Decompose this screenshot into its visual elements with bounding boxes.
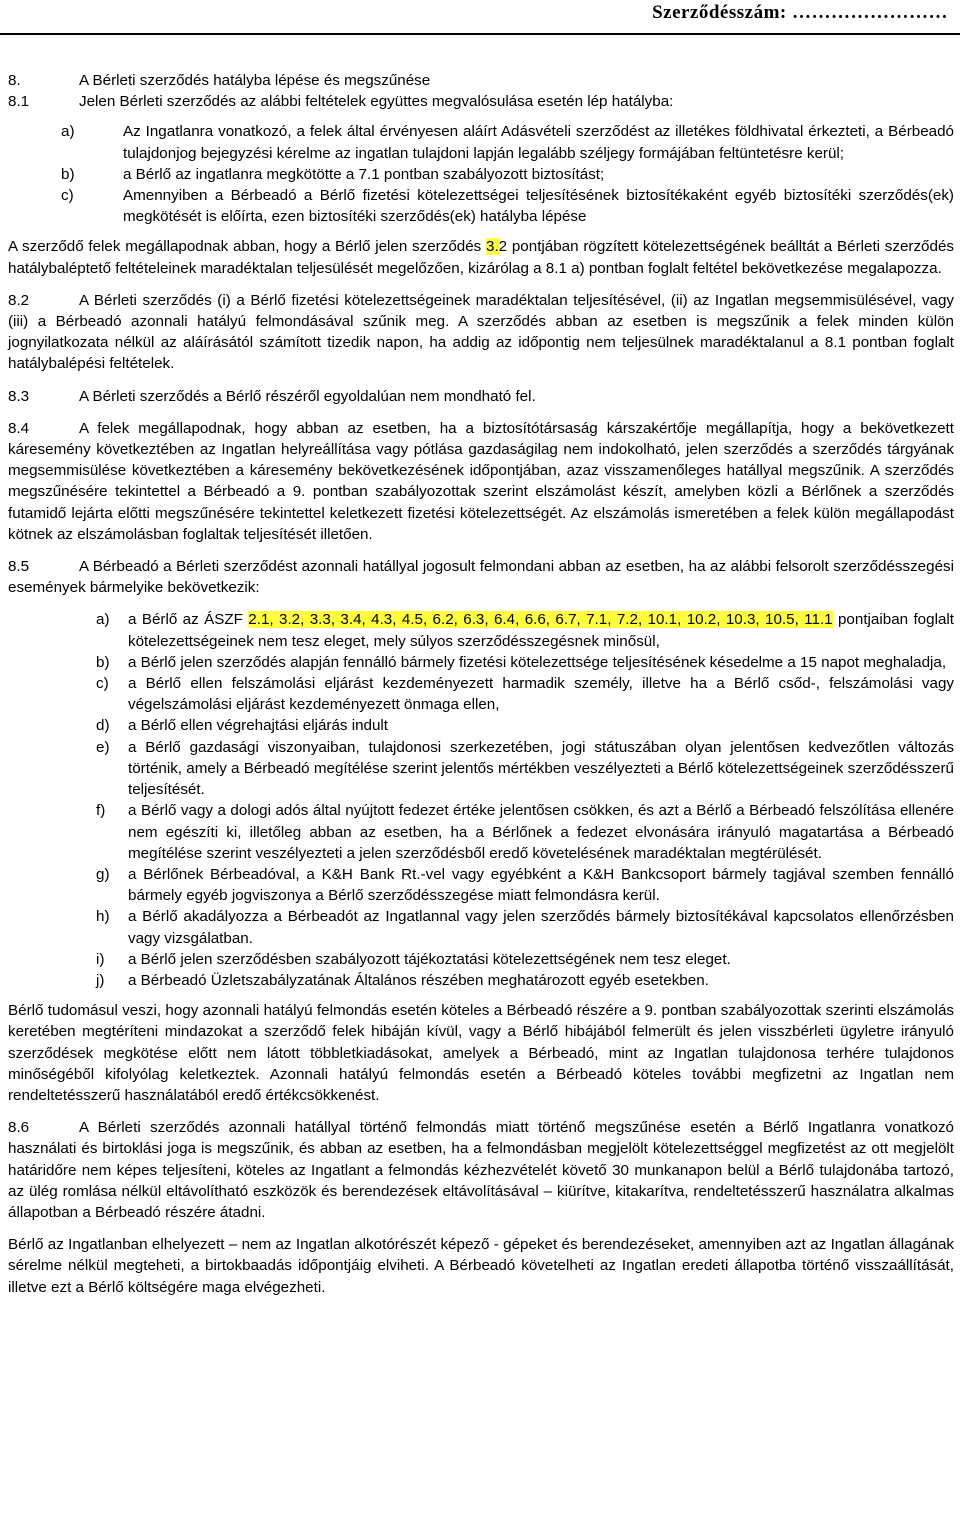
paragraph: A szerződő felek megállapodnak abban, hogy a Bérlő jelen szerződés 3.2 pontjában rögzített kötelezettségének beálltát a Bérleti szerződés hatálybaléptető feltételeinek maradéktalan teljesülését megelőzően, kizárólag a 8.1 a) pontban foglalt feltétel bekövetkezése megalapozza. <box>8 238 954 277</box>
list-item <box>61 185 954 227</box>
list-item <box>61 164 954 185</box>
breach-list <box>96 609 954 991</box>
section-number: 8.1 <box>8 93 30 111</box>
paragraph: Bérlő tudomásul veszi, hogy azonnali hatályú felmondás esetén köteles a Bérbeadó részére a 9. pontban szabályozottak szerinti elszámolás keretében megtéríteni mindazokat a szerződő felek hibáján kívül, vagy a Bérlő hibájából felmerült és jelen visszbérleti ügyletre irányuló szerződések megkötése előtt nem látott többletkiadásokat, amelyek a Bérbeadó, mint az Ingatlan tulajdonosa terhére tulajdonos minőségéből kifolyólag keletkeztek. Azonnali hatályú felmondás esetén a Bérbeadó köteles további megfizetni az Ingatlan nem rendeltetésszerű használatából eredő értékcsökkenést. <box>8 1002 954 1104</box>
list-text: Az Ingatlanra vonatkozó, a felek által érvényesen aláírt Adásvételi szerződést az illetékes földhivatal érkezteti, a Bérbeadó tulajdonjog bejegyzési kérelme az ingatlan tulajdoni lapján legalább széljegy formájában feltüntetésre kerül; <box>123 123 954 162</box>
list-text: a Bérlő az ÁSZF 2.1, 3.2, 3.3, 3.4, 4.3, 4.5, 6.2, 6.3, 6.4, 6.6, 6.7, 7.1, 7.2, 10.1, 10.2, 10.3, 10.5, 11.1 pontjaiban foglalt kötelezettségeinek nem tesz eleget, mely súlyos szerződésszegésnek minősül, <box>128 611 954 650</box>
condition-list <box>61 121 954 227</box>
list-item <box>61 121 954 163</box>
section-8-1 <box>8 91 954 112</box>
section-8-6: 8.6 A Bérleti szerződés azonnali hatállyal történő felmondás miatt történő megszűnése esetén a Bérlő Ingatlanra vonatkozó használati és birtoklási joga is megszűnik, és abban az esetben, ha a felmondásban megjelölt kötelezettséggel megfizetést az ott megjelölt határidőre nem képes teljesíteni, köteles az Ingatlant a felmondás kézhezvételét követő 30 munkanapon belül a Bérlő tulajdonába tartozó, az ülég romlása nélkül eltávolítható eszközök és berendezések eltávolításával – kiürítve, kitakarítva, rendeltetésszerű használatra alkalmas állapotban a Bérbeadó részére átadni. <box>8 1119 954 1221</box>
list-label: a) <box>96 611 110 629</box>
list-label: b) <box>61 165 75 183</box>
section-number: 8. <box>8 72 21 89</box>
section-8-2: 8.2 A Bérleti szerződés (i) a Bérlő fizetési kötelezettségeinek maradéktalan teljesítésével, (ii) az Ingatlan megsemmisülésével, vagy (iii) a Bérbeadó azonnali hatályú felmondásával szűnik meg. A szerződés abban az esetben is megszűnik a felek minden külön jognyilatkozata nélkül az aláírásától számított tizedik napon, ha addig az időpontig nem teljesülnek maradéktalanul a 8.1 pontban foglalt hatálybalépési feltételek. <box>8 291 954 373</box>
section-title: A Bérleti szerződés hatályba lépése és megszűnése <box>79 72 431 89</box>
list-item: h) a Bérlő akadályozza a Bérbeadót az Ingatlannal vagy jelen szerződés bármely biztosítékával kapcsolatos ellenőrzésben vagy vizsgálatban. <box>96 908 954 947</box>
contract-number-header: Szerződésszám: …………………… <box>652 2 948 23</box>
list-text: Amennyiben a Bérbeadó a Bérlő fizetési kötelezettségei teljesítésének biztosítékaként egyéb biztosítéki szerződés(ek) megkötését is előírta, ezen biztosítéki szerződés(ek) hatályba lépése <box>123 187 954 226</box>
list-text: a Bérlő az ingatlanra megkötötte a 7.1 pontban szabályozott biztosítást; <box>123 165 605 183</box>
highlighted-reference: 2.1, 3.2, 3.3, 3.4, 4.3, 4.5, 6.2, 6.3, 6.4, 6.6, 6.7, 7.1, 7.2, 10.1, 10.2, 10.3, 10.5, 11.1 <box>248 611 833 629</box>
list-item <box>96 609 954 651</box>
list-item: j) a Bérbeadó Üzletszabályzatának Általános részében meghatározott egyéb esetekben. <box>96 971 709 989</box>
section-8-heading <box>8 70 954 91</box>
highlighted-reference: 3. <box>486 238 499 256</box>
list-item: g) a Bérlőnek Bérbeadóval, a K&H Bank Rt.-vel vagy egyébként a K&H Bankcsoport bármely tagjával szemben fennálló bármely egyéb jogviszonya a Bérlő szerződésszegése miatt felmondásra kerül. <box>96 865 954 905</box>
list-item: c) a Bérlő ellen felszámolási eljárást kezdeményezett harmadik személy, illetve ha a Bérlő csőd-, felszámolási vagy végelszámolási eljárást kezdeményezett önmaga ellen, <box>96 675 954 714</box>
section-8-4: 8.4 A felek megállapodnak, hogy abban az esetben, ha a biztosítótársaság kárszakértője megállapítja, hogy a bekövetkezett káresemény következtében az Ingatlan helyreállítása vagy pótlása gazdaságilag nem indokolható, jelen szerződés a szerződés tárgyának megsemmisülése következtében a káresemény bekövetkezésének időpontjában, azaz visszamenőleges hatállyal megszűnik. A szerződés megszűnésére tekintettel a Bérbeadó a 9. pontban szabályozottak szerint elszámolást készít, amelyben közli a Bérlőnek a szerződés futamidő lejárta előtti megszűnésére tekintettel keletkezett fizetési kötelezettségét. Az elszámolás ismeretében a felek külön megállapodást kötnek az elszámolásban foglaltak teljesítését illetően. <box>8 419 954 543</box>
list-item: b) a Bérlő jelen szerződés alapján fennálló bármely fizetési kötelezettsége teljesítésének késedelme a 15 napot meghaladja, <box>96 653 947 671</box>
document-body <box>8 70 954 1298</box>
list-item: i) a Bérlő jelen szerződésben szabályozott tájékoztatási kötelezettségének nem tesz eleget. <box>96 950 731 968</box>
list-item: d) a Bérlő ellen végrehajtási eljárás indult <box>96 717 389 735</box>
list-label: c) <box>61 187 74 205</box>
list-item: e) a Bérlő gazdasági viszonyaiban, tulajdonosi szerkezetében, jogi státuszában olyan jelentősen kedvezőtlen változás történik, amely a Bérbeadó megítélése szerint jelentős mértékben veszélyezteti a Bérlő kötelezettségeinek szerződésszerű teljesítését. <box>96 738 954 799</box>
list-item: f) a Bérlő vagy a dologi adós által nyújtott fedezet értéke jelentősen csökken, és azt a Bérlő a Bérbeadó felszólítása ellenére nem egészíti ki, illetőleg abban az esetben, ha a Bérlőnek a fedezet elvonására irányuló magatartása a Bérbeadó megítélése szerint veszélyezteti a jelen szerződésből eredő követelésének maradéktalan megtérülését. <box>96 802 954 862</box>
header-rule <box>0 33 960 35</box>
section-text: Jelen Bérleti szerződés az alábbi feltételek együttes megvalósulása esetén lép hatályba: <box>79 93 674 111</box>
list-label: a) <box>61 123 75 141</box>
section-8-3: 8.3 A Bérleti szerződés a Bérlő részéről egyoldalúan nem mondható fel. <box>8 387 536 405</box>
paragraph: Bérlő az Ingatlanban elhelyezett – nem az Ingatlan alkotórészét képező - gépeket és berendezéseket, amennyiben azt az Ingatlan állagának sérelme nélkül megteheti, a birtokbaadás időpontjáig elviheti. A Bérbeadó követelheti az Ingatlan eredeti állapotba történő visszaállítását, illetve ezt a Bérlő költségére maga elvégezheti. <box>8 1236 954 1296</box>
section-8-5: 8.5 A Bérbeadó a Bérleti szerződést azonnali hatállyal jogosult felmondani abban az esetben, ha az alábbi felsorolt szerződésszegési események bármelyike bekövetkezik: <box>8 558 954 597</box>
